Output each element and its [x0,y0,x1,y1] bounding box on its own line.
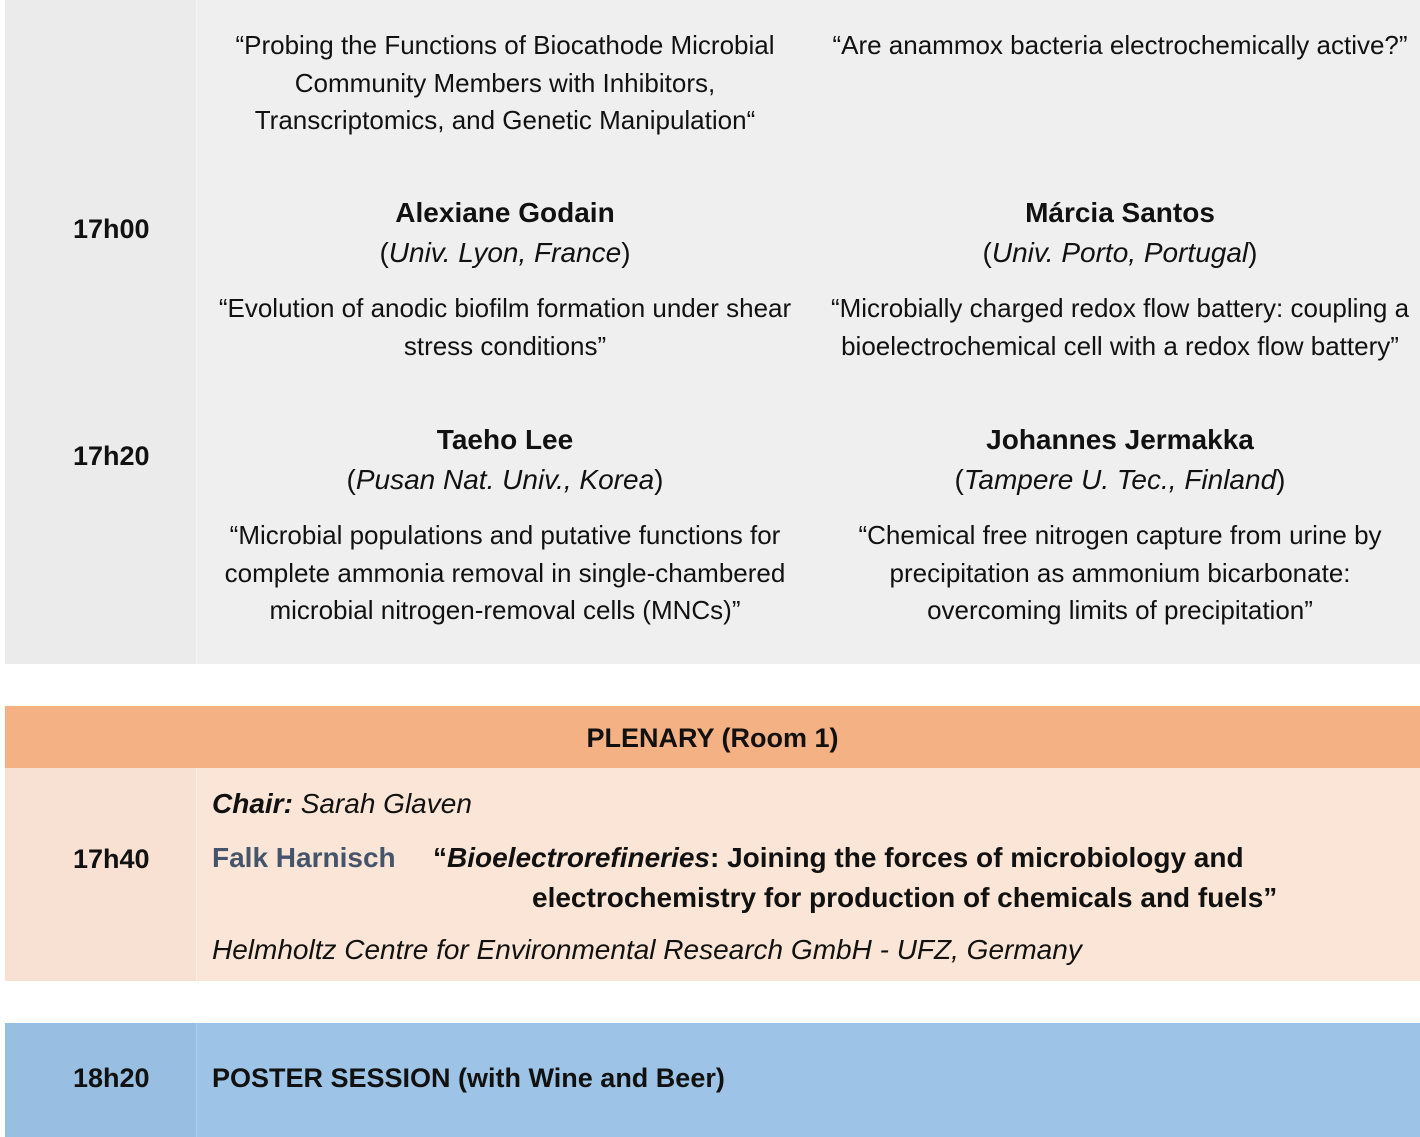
speaker-name-left-row2: Alexiane Godain [395,197,615,228]
speaker-affiliation-right-row2: (Univ. Porto, Portugal) [982,237,1258,268]
talk-title-left-row1: “Probing the Functions of Biocathode Microbial Community Members with Inhibitors, Transcriptomics, and Genetic Manipulation“ [235,30,775,135]
speaker-affiliation-right-row3: (Tampere U. Tec., Finland) [954,464,1286,495]
talk-title-right-row3: “Chemical free nitrogen capture from urine by precipitation as ammonium bicarbonate: overcoming limits of precipitation” [858,520,1382,625]
plenary-affiliation: Helmholtz Centre for Environmental Research GmbH - UFZ, Germany [212,934,1082,965]
poster-session-label: POSTER SESSION (with Wine and Beer) [212,1063,725,1093]
speaker-name-left-row3: Taeho Lee [436,424,574,455]
chair-line [212,788,472,820]
plenary-talk-title-line1: “Bioelectrorefineries: Joining the forces of microbiology and [433,842,1244,873]
talk-title-right-row2: “Microbially charged redox flow battery: coupling a bioelectrochemical cell with a redox flow battery” [830,293,1410,361]
speaker-affiliation-left-row2: (Univ. Lyon, France) [379,237,631,268]
speaker-affiliation-left-row3: (Pusan Nat. Univ., Korea) [346,464,664,495]
plenary-talk-title-italic: Bioelectrorefineries [447,842,710,873]
plenary-speaker-name: Falk Harnisch [212,842,396,873]
chair-label: Chair: [212,788,293,819]
time-column [5,0,197,664]
parallel-session-block [5,0,1420,664]
plenary-talk-title-line2: electrochemistry for production of chemicals and fuels” [532,882,1278,913]
talk-title-left-row2: “Evolution of anodic biofilm formation under shear stress conditions” [218,293,792,361]
speaker-name-right-row3: Johannes Jermakka [986,424,1254,455]
plenary-block [5,768,1420,981]
time-slot-18h20: 18h20 [73,1063,150,1093]
chair-name: Sarah Glaven [300,788,472,819]
talk-title-right-row1: “Are anammox bacteria electrochemically active?” [832,30,1408,60]
poster-session-block [5,1023,1420,1137]
time-slot-17h40: 17h40 [73,844,150,874]
talk-title-left-row3: “Microbial populations and putative functions for complete ammonia removal in single-chambered microbial nitrogen-removal cells (MNCs)” [224,520,786,625]
time-slot-17h00: 17h00 [73,214,150,244]
plenary-header: PLENARY (Room 1) [5,706,1420,768]
speaker-name-right-row2: Márcia Santos [1025,197,1215,228]
time-slot-17h20: 17h20 [73,441,150,471]
